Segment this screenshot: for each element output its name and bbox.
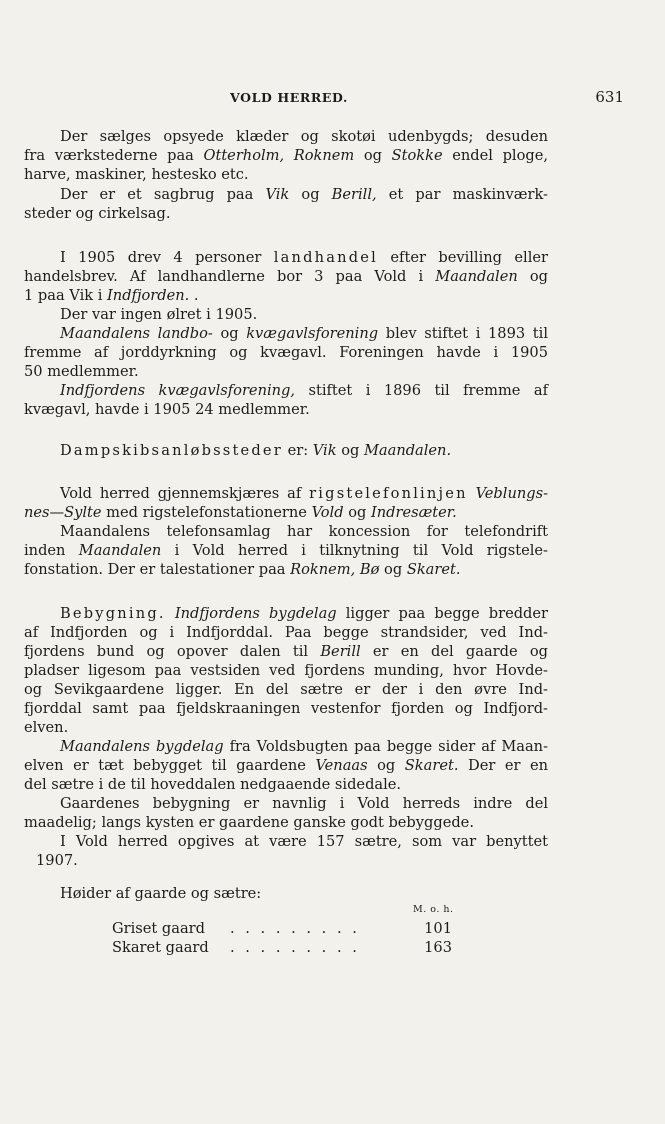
leader-dots: . . . . . . . . . (230, 939, 360, 956)
text-line: del sætre i de til hoveddalen nedgaaende sidedale. (24, 776, 402, 793)
text-line: fjorddal samt paa fjeldskraaningen vestenfor fjorden og Indfjord- (24, 700, 548, 717)
spaced-term: landhandel (273, 249, 378, 266)
text-run: I 1905 drev 4 personer (60, 249, 274, 266)
text-line (24, 642, 548, 661)
text-run: er: (282, 442, 313, 459)
text-run (166, 605, 175, 622)
text-line (24, 503, 548, 522)
place-name: Otterholm, (203, 147, 285, 164)
text-line: Gaardenes bebygning er navnlig i Vold herreds indre del (60, 795, 548, 812)
text-line (24, 604, 548, 623)
text-line (24, 146, 548, 165)
text-run: og (354, 147, 392, 164)
place-name: Veblungs- (475, 485, 548, 502)
place-name: Vik (312, 442, 337, 459)
text-run: handelsbrev. Af landhandlerne bor 3 paa Vold i (24, 268, 436, 285)
text-line (24, 484, 548, 503)
text-run: og (289, 186, 332, 203)
text-line: kvægavl, havde i 1905 24 medlemmer. (24, 401, 310, 418)
paragraph-trade (24, 248, 548, 419)
farm-name: Skaret gaard (112, 939, 209, 956)
paragraph-telephone (24, 484, 548, 579)
paragraph-steamship (24, 441, 548, 460)
text-run: Vold herred gjennemskjæres af (60, 485, 310, 502)
text-run (284, 147, 294, 164)
running-header (24, 90, 624, 110)
text-run: elven er tæt bebygget til gaardene (24, 757, 316, 774)
text-run: og (343, 504, 371, 521)
place-name: Bø (359, 561, 380, 578)
text-line: harve, maskiner, hestesko etc. (24, 166, 249, 183)
text-line: 1907. (36, 852, 78, 869)
text-line: og Sevikgaardene ligger. En del sætre er der i den øvre Ind- (24, 681, 548, 698)
text-line: I Vold herred opgives at være 157 sætre, som var benyttet (60, 833, 548, 850)
spaced-term: rigstelefonlinjen (309, 485, 468, 502)
text-run: og (212, 325, 247, 342)
text-run: 1 paa Vik i (24, 287, 108, 304)
height-value: 163 (424, 939, 452, 956)
text-line (24, 324, 548, 343)
place-name: Skaret. (406, 561, 461, 578)
place-name: Stokke (391, 147, 443, 164)
text-line: elven. (24, 719, 69, 736)
text-line (24, 185, 548, 204)
text-run: med rigstelefonstationerne (101, 504, 312, 521)
text-run: stiftet i 1896 til fremme af (295, 382, 548, 399)
place-name: Indfjorden. (107, 287, 190, 304)
text-run: er en del gaarde og (360, 643, 548, 660)
text-run: et par maskinværk- (376, 186, 548, 203)
height-value: 101 (424, 920, 452, 937)
text-run: fra værkstederne paa (24, 147, 204, 164)
text-line: pladser ligesom paa vestsiden ved fjordens munding, hvor Hovde- (24, 662, 548, 679)
page-number: 631 (595, 88, 624, 106)
leader-dots: . . . . . . . . . (230, 920, 360, 937)
organization-name: Maandalens landbo- (60, 325, 213, 342)
text-run: blev stiftet i 1893 til (378, 325, 548, 342)
place-name: Maandalen (78, 542, 162, 559)
text-line: Maandalens telefonsamlag har koncession for telefondrift (60, 523, 548, 540)
text-line (24, 381, 548, 400)
text-line: maadelig; langs kysten er gaardene ganske godt bebyggede. (24, 814, 474, 831)
place-name: Venaas (315, 757, 368, 774)
place-name: Indresæter. (370, 504, 457, 521)
place-name: Maandalen. (363, 442, 452, 459)
place-name: Maandalen (435, 268, 518, 285)
text-line (24, 441, 548, 460)
text-run: endel ploge, (442, 147, 548, 164)
farm-name: Griset gaard (112, 920, 205, 937)
place-name: Berill, (331, 186, 377, 203)
text-run: fjordens bund og opover dalen til (24, 643, 321, 660)
text-line: Der var ingen ølret i 1905. (60, 306, 258, 323)
text-run: inden (24, 542, 79, 559)
spaced-term: Dampskibsanløbssteder (60, 442, 283, 459)
unit-header: M. o. h. (413, 904, 454, 915)
paragraph-sawmill (24, 185, 548, 223)
place-name: Indfjordens bygdelag (174, 605, 337, 622)
text-run (468, 485, 476, 502)
text-line (24, 541, 548, 560)
place-name: Berill (320, 643, 361, 660)
text-run: og (517, 268, 548, 285)
paragraph-sales (24, 127, 548, 184)
text-line (24, 560, 548, 579)
text-run: og (336, 442, 364, 459)
place-name: Vold (311, 504, 344, 521)
text-run: ligger paa begge bredder (336, 605, 549, 622)
text-run: efter bevilling eller (378, 249, 548, 266)
text-line (24, 737, 548, 756)
text-line (24, 267, 548, 286)
text-run: i Vold herred i tilknytning til Vold rigstele- (161, 542, 548, 559)
place-name: Roknem, (290, 561, 356, 578)
text-run: fonstation. Der er talestationer paa (24, 561, 291, 578)
text-run: . (189, 287, 199, 304)
heights-intro (24, 884, 454, 903)
place-name: Vik (265, 186, 290, 203)
text-run: og (379, 561, 407, 578)
text-run: Der er et sagbrug paa (60, 186, 266, 203)
text-run: fra Voldsbugten paa begge sider af Maan- (223, 738, 549, 755)
text-line (24, 756, 548, 775)
place-name: nes—Sylte (24, 504, 102, 521)
organization-name: kvægavlsforening (246, 325, 379, 342)
place-name: Maandalens bygdelag (60, 738, 224, 755)
text-line: 50 medlemmer. (24, 363, 139, 380)
running-title: VOLD HERRED. (230, 90, 348, 105)
text-line: fremme af jorddyrkning og kvægavl. Foreningen havde i 1905 (24, 344, 548, 361)
place-name: Skaret. (404, 757, 459, 774)
place-name: Roknem (293, 147, 355, 164)
text-line: af Indfjorden og i Indfjorddal. Paa begge strandsider, ved Ind- (24, 624, 548, 641)
text-line (24, 286, 548, 305)
text-line: steder og cirkelsag. (24, 205, 171, 222)
heights-intro-text: Høider af gaarde og sætre: (60, 885, 262, 902)
organization-name: Indfjordens kvægavlsforening, (60, 382, 296, 399)
text-line: Der sælges opsyede klæder og skotøi udenbygds; desuden (60, 128, 548, 145)
text-run: og (367, 757, 405, 774)
text-line (24, 248, 548, 267)
spaced-term: Bebygning. (60, 605, 166, 622)
text-run: Der er en (458, 757, 548, 774)
paragraph-buildings (24, 604, 548, 870)
